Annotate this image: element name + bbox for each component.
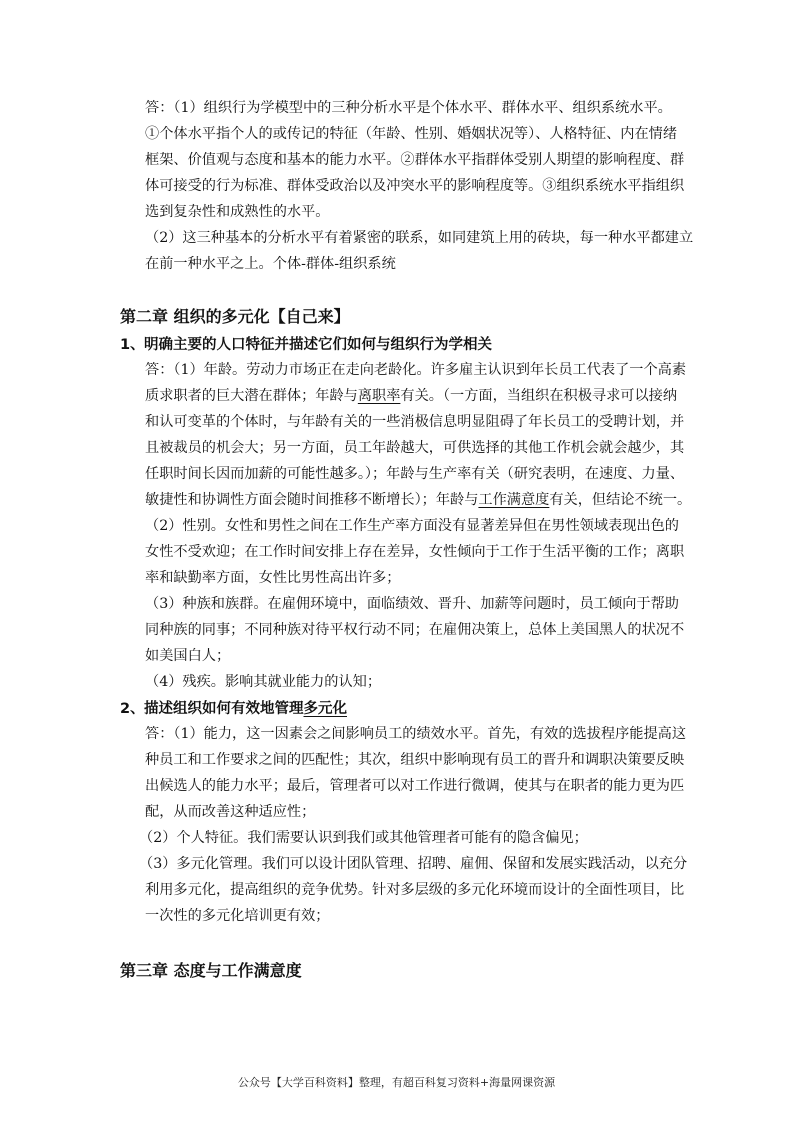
text-segment: 有关。（一方面，当组织在积极寻求可以接纳 bbox=[400, 388, 678, 404]
text-line: 在前一种水平之上。个体-群体-组织系统 bbox=[145, 256, 396, 272]
chapter3-title: 第三章 态度与工作满意度 bbox=[120, 961, 302, 980]
question-text: 描述组织如何有效地管理 bbox=[144, 701, 304, 717]
text-line: 出候选人的能力水平；最后，管理者可以对工作进行微调，使其与在职者的能力更为匹 bbox=[145, 778, 685, 794]
page-footer: 公众号【大学百科资料】整理，有超百科复习资料+海量网课资源 bbox=[237, 1076, 556, 1089]
text-line: （4）残疾。影响其就业能力的认知； bbox=[145, 674, 382, 690]
question1-heading bbox=[120, 333, 492, 354]
text-line: 种员工和工作要求之间的匹配性；其次，组织中影响现有员工的晋升和调职决策要反映 bbox=[145, 752, 685, 768]
text-line: 体可接受的行为标准、群体受政治以及冲突水平的影响程度等。③组织系统水平指组织 bbox=[145, 178, 685, 194]
text-line: 答：（1）年龄。劳动力市场正在走向老龄化。许多雇主认识到年长员工代表了一个高素 bbox=[145, 362, 687, 378]
text-line: （3）多元化管理。我们可以设计团队管理、招聘、雇佣、保留和发展实践活动，以充分 bbox=[139, 856, 688, 872]
text-line: （3）种族和族群。在雇佣环境中，面临绩效、晋升、加薪等问题时，员工倾向于帮助 bbox=[145, 596, 679, 612]
text-segment: 质求职者的巨大潜在群体；年龄与 bbox=[145, 388, 358, 404]
text-line: 女性不受欢迎；在工作时间安排上存在差异，女性倾向于工作于生活平衡的工作；离职 bbox=[145, 544, 685, 560]
text-line: （2）个人特征。我们需要认识到我们或其他管理者可能有的隐含偏见； bbox=[139, 830, 588, 846]
question2-heading bbox=[120, 697, 347, 718]
text-line: 且被裁员的机会大；另一方面，员工年龄越大，可供选择的其他工作机会就会越少，其 bbox=[145, 440, 685, 456]
chapter2-title: 第二章 组织的多元化【自己来】 bbox=[120, 307, 350, 326]
question-text: 明确主要的人口特征并描述它们如何与组织行为学相关 bbox=[144, 337, 492, 353]
question2-answer bbox=[139, 721, 688, 929]
text-line: 选到复杂性和成熟性的水平。 bbox=[145, 204, 330, 220]
text-line: 答：（1）能力，这一因素会之间影响员工的绩效水平。首先，有效的选拔程序能提高这 bbox=[145, 726, 687, 742]
text-line: （2）性别。女性和男性之间在工作生产率方面没有显著差异但在男性领域表现出色的 bbox=[145, 518, 679, 534]
text-line: 同种族的同事；不同种族对待平权行动不同；在雇佣决策上，总体上美国黑人的状况不 bbox=[145, 622, 685, 638]
text-line: 任职时间长因而加薪的可能性越多。）；年龄与生产率有关（研究表明，在速度、力量、 bbox=[145, 466, 685, 482]
underlined-term: 多元化 bbox=[303, 701, 347, 717]
text-line: 一次性的多元化培训更有效； bbox=[145, 908, 330, 924]
text-line: 如美国白人； bbox=[145, 648, 231, 664]
text-segment: 有关，但结论不统一。 bbox=[549, 492, 692, 508]
text-line bbox=[145, 487, 692, 513]
text-line: ①个体水平指个人的或传记的特征（年龄、性别、婚姻状况等）、人格特征、内在情绪 bbox=[145, 126, 678, 142]
text-line: 率和缺勤率方面，女性比男性高出许多； bbox=[145, 570, 401, 586]
text-line bbox=[145, 383, 678, 409]
text-line: （2）这三种基本的分析水平有着紧密的联系，如同建筑上用的砖块，每一种水平都建立 bbox=[145, 230, 694, 246]
chapter1-answer bbox=[145, 95, 694, 277]
question-number: 2、 bbox=[120, 701, 145, 717]
text-line: 答：（1）组织行为学模型中的三种分析水平是个体水平、群体水平、组织系统水平。 bbox=[145, 100, 672, 116]
underlined-term: 工作满意度 bbox=[478, 492, 550, 508]
underlined-term: 离职率 bbox=[357, 388, 401, 404]
question-number: 1、 bbox=[120, 337, 145, 353]
text-line: 利用多元化，提高组织的竞争优势。针对多层级的多元化环境而设计的全面性项目，比 bbox=[145, 882, 685, 898]
text-line: 配，从而改善这种适应性； bbox=[145, 804, 316, 820]
question1-answer bbox=[145, 357, 692, 695]
text-segment: 敏捷性和协调性方面会随时间推移不断增长）；年龄与 bbox=[145, 492, 479, 508]
text-line: 和认可变革的个体时，与年龄有关的一些消极信息明显阻碍了年长员工的受聘计划，并 bbox=[145, 414, 685, 430]
text-line: 框架、价值观与态度和基本的能力水平。②群体水平指群体受别人期望的影响程度、群 bbox=[145, 152, 685, 168]
